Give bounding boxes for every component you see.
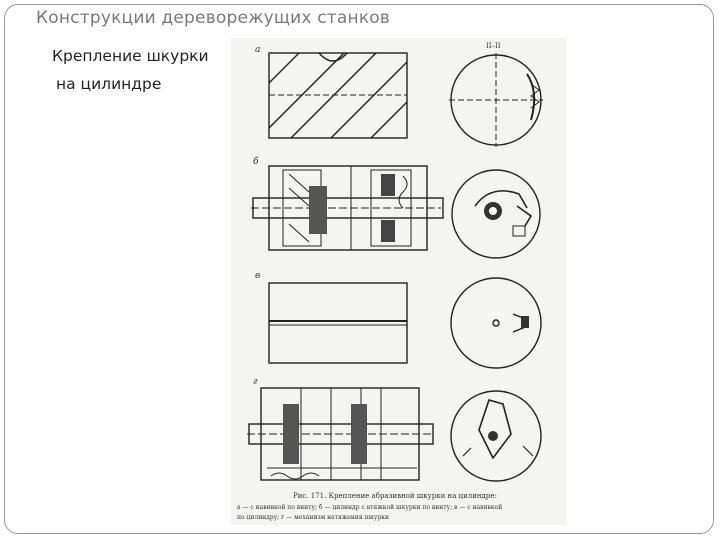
body-line-1: Крепление шкурки — [52, 47, 209, 65]
drawing-a-cylinder — [269, 53, 407, 138]
slide-title: Конструкции дереворежущих станков — [36, 8, 391, 28]
drawing-b-assembly — [251, 166, 443, 250]
label-a: а — [255, 45, 261, 55]
drawing-v-cylinder — [269, 283, 407, 363]
figure-caption-line-2: а — с навивкой по винту; б — цилиндр с втяжкой шкурки по винту; в — с навивкой — [237, 504, 503, 511]
slide-body-text — [52, 42, 209, 98]
drawing-b-section — [452, 170, 540, 258]
label-v: в — [255, 271, 261, 281]
drawing-g-assembly — [247, 388, 433, 480]
drawing-g-section — [451, 391, 541, 481]
label-b: б — [253, 157, 259, 167]
drawing-a-section — [449, 53, 543, 147]
drawing-v-section — [451, 278, 541, 368]
figure-caption-line-3: по цилиндру; г — механизм натяжения шкурки — [237, 514, 390, 521]
body-line-2: на цилиндре — [56, 75, 162, 93]
technical-figure — [231, 38, 566, 525]
figure-drawing — [231, 38, 566, 525]
section-mark: II–II — [486, 42, 501, 50]
label-g: г — [253, 377, 258, 387]
figure-caption-line-1: Рис. 171. Крепление абразивной шкурки на цилиндре: — [293, 492, 497, 500]
